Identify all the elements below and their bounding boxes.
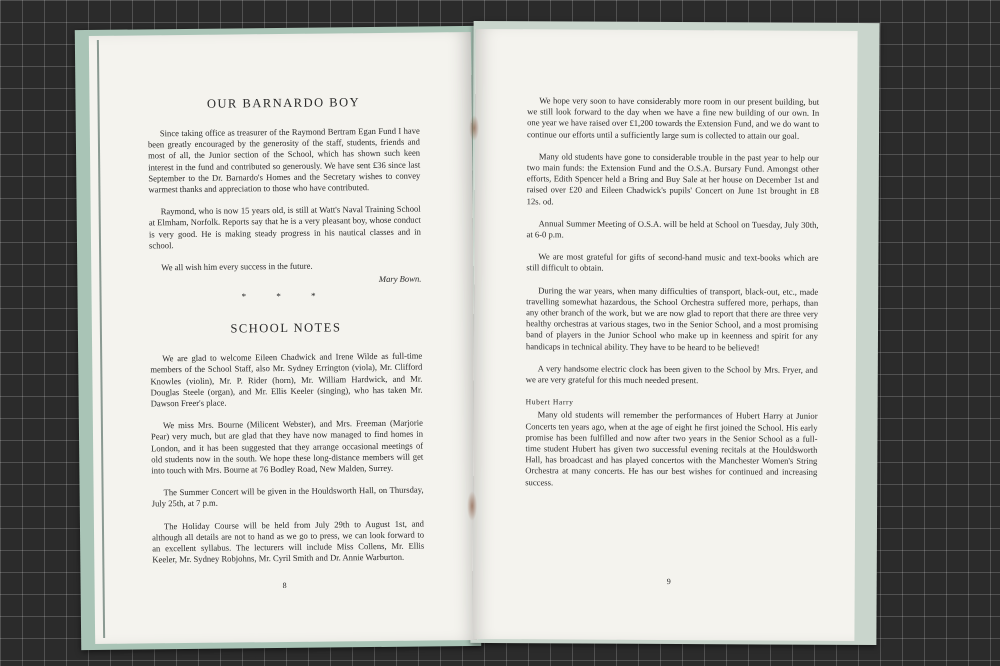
subheading-hubert-harry: Hubert Harry (525, 397, 574, 407)
paragraph: The Holiday Course will be held from July 29th to August 1st, and although all details are not to hand as we go to press, we can look forward to an excellent syllabus. The lecturers will include Miss Collens, Mr. Ellis Keeler, Mr. Sydney Robjohns, Mr. Cyril Smith and Dr. Annie Warburton. (152, 518, 425, 565)
right-page (472, 29, 857, 641)
signature: Mary Bown. (378, 273, 422, 285)
section-title-school-notes: SCHOOL NOTES (230, 320, 342, 336)
page-number: 9 (666, 577, 671, 587)
paragraph: We are most grateful for gifts of second-hand music and text-books which are still difficult to obtain. (526, 251, 819, 274)
rust-stain (467, 491, 477, 521)
paragraph: Many old students will remember the performances of Hubert Harry at Junior Concerts ten years ago, when at the age of eight he first joined the School. His early promise has been fulfilled and now after two years in the Senior School as a full-time student Hubert has given two successful evening recitals at the Houldsworth Hall, has broadcast and has played concertos with the Manchester Women's String Orchestra at many concerts. He has our best wishes for continued and increasing success. (525, 409, 818, 488)
left-page (89, 32, 477, 644)
rust-stain (469, 115, 479, 141)
paragraph: During the war years, when many difficulties of transport, black-out, etc., made travelling somewhat hazardous, the School Orchestra suffered more, perhaps, than any other branch of the work, but we are now glad to report that there are three very healthy orchestras at various stages, two in the Senior School, and a most promising band of players in the Junior School who make up in keenness and spirit for any handicaps in technical ability. They have to be heard to be believed! (525, 284, 819, 353)
paragraph: We miss Mrs. Bourne (Milicent Webster), and Mrs. Freeman (Marjorie Pear) very much, but are glad that they have now managed to find homes in London, and it has been suggested that they arrange occasional meetings of old students now in the south. We hope these long-distance members will get into touch with Mrs. Bourne at 76 Bodley Road, New Malden, Surrey. (150, 417, 424, 476)
paragraph: We all wish him every success in the future. (161, 260, 313, 273)
section-separator: * * * (241, 290, 330, 302)
paragraph: We are glad to welcome Eileen Chadwick and Irene Wilde as full-time members of the School Staff, also Mr. Sydney Errington (viola), Mr. Clifford Knowles (violin), Mr. P. Rider (horn), Mr. William Hardwick, and Mr. Douglas Steele (organ), and Mr. Ellis Keeler (singing), who has taken Mr. Dawson Freer's place. (150, 350, 423, 409)
section-title-barnardo: OUR BARNARDO BOY (206, 95, 361, 111)
page-number: 8 (282, 580, 287, 591)
paragraph: We hope very soon to have considerably more room in our present building, but we still look forward to the day when we have a fine new building of our own. In one year we have raised over £1,200 towards the Extension Fund, and we do want to continue our efforts until a sufficiently large sum is collected to attain our goal. (527, 95, 820, 141)
paragraph: Raymond, who is now 15 years old, is still at Watt's Naval Training School at Elmham, Norfolk. Reports say that he is a very pleasant boy, whose conduct is very good. He is making steady progress in his nautical classes and in school. (148, 203, 421, 251)
paragraph: A very handsome electric clock has been given to the School by Mrs. Fryer, and we are very grateful for this much needed present. (525, 363, 818, 386)
paragraph: Annual Summer Meeting of O.S.A. will be held at School on Tuesday, July 30th, at 6-0 p.m. (526, 218, 819, 240)
paragraph: Since taking office as treasurer of the Raymond Bertram Egan Fund I have been greatly encouraged by the generosity of the staff, students, friends and most of all, the Junior section of the School, which has shown such keen interest in the fund and contributed so generously. We have sent £36 since last September to the Dr. Barnardo's Homes and the Secretary wishes to convey warmest thanks and appreciation to those who have contributed. (147, 125, 421, 195)
paragraph: The Summer Concert will be given in the Houldsworth Hall, on Thursday, July 25th, at 7 p.m. (151, 484, 424, 509)
paragraph: Many old students have gone to considerable trouble in the past year to help our two main funds: the Extension Fund and the O.S.A. Bursary Fund. Amongst other efforts, Edith Spencer held a Bring and Buy Sale at her house on December 1st and raised over £20 and Eileen Chadwick's pupils' Concert on June 1st brought in £8 12s. od. (526, 151, 819, 207)
